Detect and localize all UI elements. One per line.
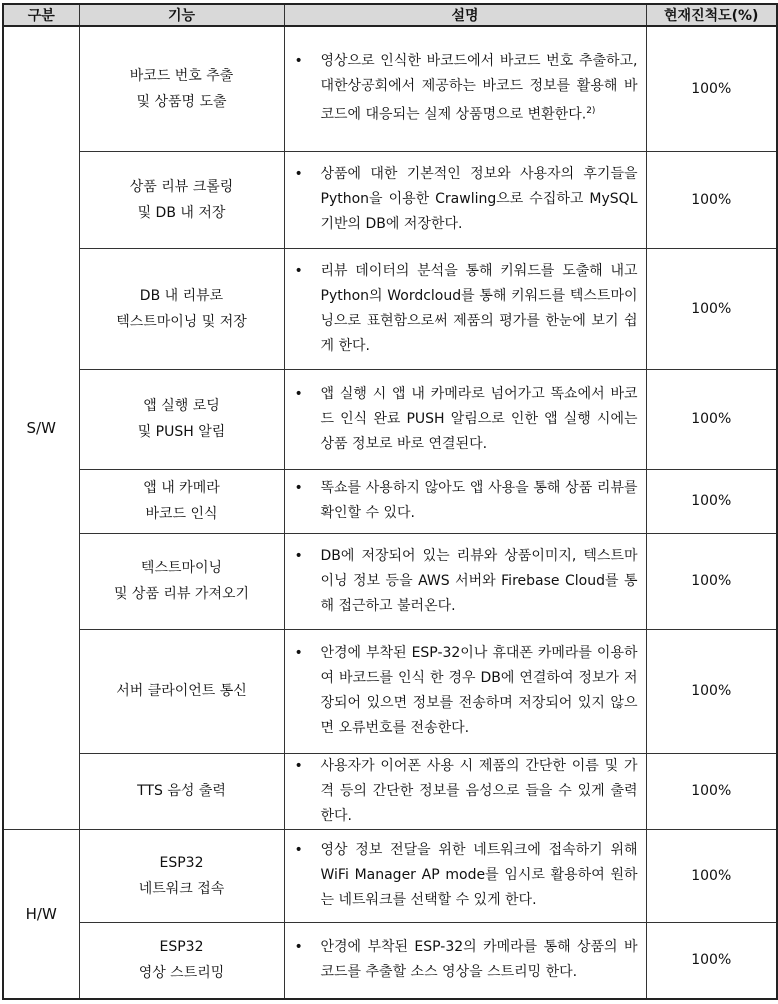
- progress-table: [2, 3, 778, 1000]
- description-cell: [284, 369, 646, 469]
- description-sentence: 상품에 대한 기본적인 정보와 사용자의 후기들을 Python을 이용한 Crawling으로 수집하고 MySQL 기반의 DB에 저장한다.: [320, 166, 638, 232]
- bullet-icon: •: [294, 166, 303, 182]
- description-sentence: 영상 정보 전달을 위한 네트워크에 접속하기 위해 WiFi Manager AP mode를 임시로 활용하여 원하는 네트워크를 선택할 수 있게 한다.: [320, 842, 638, 908]
- function-line: 영상 스트리밍: [138, 965, 225, 982]
- progress-cell: 100%: [646, 753, 777, 829]
- description-cell: [284, 629, 646, 753]
- description-sentence: 사용자가 이어폰 사용 시 제품의 간단한 이름 및 가격 등의 간단한 정보를 음성으로 들을 수 있게 출력한다.: [320, 757, 638, 824]
- progress-cell: 100%: [646, 629, 777, 753]
- progress-cell: 100%: [646, 369, 777, 469]
- table-body: [3, 26, 777, 999]
- progress-cell: 100%: [646, 533, 777, 629]
- table-header-row: [3, 4, 777, 26]
- description-text: [321, 162, 638, 237]
- description-sentence: 안경에 부착된 ESP-32이나 휴대폰 카메라를 이용하여 바코드를 인식 한 경우 DB에 연결하여 정보가 저장되어 있으면 정보를 전송하며 저장되어 있지 않으면 오류번호를 전송한다.: [320, 645, 638, 736]
- bullet-icon: •: [294, 385, 303, 402]
- function-cell: [79, 533, 284, 629]
- description-cell: [284, 248, 646, 369]
- description-cell: [284, 533, 646, 629]
- bullet-item: [295, 935, 638, 985]
- description-sentence: 앱 실행 시 앱 내 카메라로 넘어가고 똑쇼에서 바코드 인식 완료 PUSH 알림으로 인한 앱 실행 시에는 상품 정보로 바로 연결된다.: [320, 385, 638, 452]
- description-sentence: 영상으로 인식한 바코드에서 바코드 번호 추출하고, 대한상공회에서 제공하는 바코드 정보를 활용해 바코드에 대응되는 실제 상품명으로 변환한다.: [320, 53, 638, 124]
- description-text: [321, 49, 638, 128]
- bullet-item: [295, 544, 638, 619]
- description-sentence: 리뷰 데이터의 분석을 통해 키워드를 도출해 내고 Python의 Wordcloud를 통해 키워드를 텍스트마이닝으로 표현함으로써 제품의 평가를 한눈에 보기 쉽게 한다.: [320, 262, 638, 354]
- category-cell: H/W: [3, 829, 79, 999]
- function-line: 네트워크 접속: [138, 880, 225, 897]
- bullet-icon: •: [294, 939, 303, 956]
- header-category: 구분: [3, 4, 79, 26]
- description-text: [321, 754, 638, 829]
- function-line: 및 DB 내 저장: [137, 204, 226, 221]
- bullet-item: [295, 754, 638, 829]
- table-row: [3, 533, 777, 629]
- description-cell: [284, 151, 646, 248]
- table-row: [3, 922, 777, 999]
- table-row: [3, 753, 777, 829]
- description-sentence: DB에 저장되어 있는 리뷰와 상품이미지, 텍스트마이닝 정보 등을 AWS 서버와 Firebase Cloud를 통해 접근하고 불러온다.: [320, 547, 638, 614]
- function-line: 텍스트마이닝 및 저장: [116, 313, 247, 330]
- description-sentence: 안경에 부착된 ESP-32의 카메라를 통해 상품의 바코드를 추출할 소스 영상을 스트리밍 한다.: [320, 939, 638, 981]
- bullet-icon: •: [294, 645, 303, 661]
- function-cell: [79, 369, 284, 469]
- bullet-item: [295, 259, 638, 359]
- function-line: DB 내 리뷰로: [139, 287, 224, 304]
- bullet-icon: •: [294, 480, 303, 496]
- function-cell: [79, 753, 284, 829]
- footnote-marker: 2): [586, 106, 596, 117]
- bullet-icon: •: [294, 842, 303, 858]
- function-cell: [79, 469, 284, 533]
- function-cell: [79, 922, 284, 999]
- function-line: 상품 리뷰 크롤링: [129, 178, 234, 195]
- category-cell: S/W: [3, 26, 79, 829]
- function-cell: [79, 829, 284, 922]
- bullet-item: [295, 476, 638, 526]
- table-row: [3, 629, 777, 753]
- bullet-icon: •: [294, 53, 303, 70]
- progress-cell: 100%: [646, 922, 777, 999]
- progress-cell: 100%: [646, 469, 777, 533]
- description-cell: [284, 26, 646, 151]
- table-row: [3, 26, 777, 151]
- bullet-icon: •: [294, 547, 303, 564]
- function-line: 및 상품 리뷰 가져오기: [113, 586, 250, 602]
- function-line: 텍스트마이닝: [140, 560, 223, 576]
- description-cell: [284, 829, 646, 922]
- description-text: [321, 641, 638, 741]
- description-text: [321, 544, 638, 619]
- progress-cell: 100%: [646, 26, 777, 151]
- progress-cell: 100%: [646, 248, 777, 369]
- description-text: [321, 382, 638, 457]
- function-cell: [79, 248, 284, 369]
- bullet-icon: •: [294, 757, 303, 774]
- function-line: 바코드 인식: [145, 506, 218, 522]
- header-progress: 현재진척도(%): [646, 4, 777, 26]
- function-line: ESP32: [159, 939, 204, 956]
- bullet-item: [295, 49, 638, 128]
- function-cell: [79, 26, 284, 151]
- function-line: 및 PUSH 알림: [137, 424, 226, 440]
- bullet-item: [295, 641, 638, 741]
- description-sentence: 똑쇼를 사용하지 않아도 앱 사용을 통해 상품 리뷰를 확인할 수 있다.: [320, 480, 638, 521]
- header-description: 설명: [284, 4, 646, 26]
- bullet-item: [295, 162, 638, 237]
- function-line: TTS 음성 출력: [137, 783, 226, 799]
- bullet-item: [295, 382, 638, 457]
- function-line: 앱 실행 로딩: [143, 398, 220, 414]
- function-cell: [79, 151, 284, 248]
- description-text: [321, 476, 638, 526]
- description-cell: [284, 469, 646, 533]
- bullet-item: [295, 838, 638, 913]
- table-row: [3, 829, 777, 922]
- description-cell: [284, 922, 646, 999]
- table-row: [3, 151, 777, 248]
- function-line: ESP32: [159, 854, 204, 871]
- description-text: [321, 259, 638, 359]
- bullet-icon: •: [294, 262, 303, 279]
- description-cell: [284, 753, 646, 829]
- progress-cell: 100%: [646, 151, 777, 248]
- table-row: [3, 469, 777, 533]
- header-function: 기능: [79, 4, 284, 26]
- table-row: [3, 248, 777, 369]
- function-line: 바코드 번호 추출: [129, 67, 234, 84]
- description-text: [321, 935, 638, 985]
- function-line: 및 상품명 도출: [136, 93, 227, 110]
- function-cell: [79, 629, 284, 753]
- description-text: [321, 838, 638, 913]
- function-line: 서버 클라이언트 통신: [116, 683, 247, 699]
- progress-cell: 100%: [646, 829, 777, 922]
- table-row: [3, 369, 777, 469]
- function-line: 앱 내 카메라: [143, 480, 220, 496]
